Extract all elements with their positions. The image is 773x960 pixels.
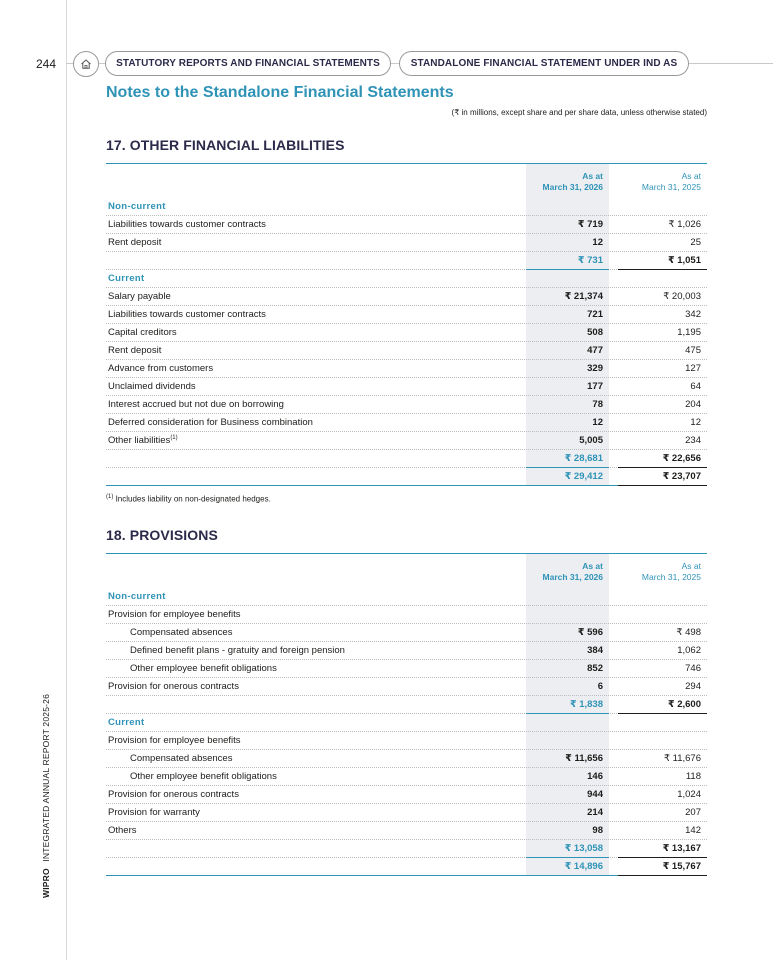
group-row [106, 588, 707, 606]
subtotal-2026: ₹ 28,681 [564, 453, 603, 464]
value-2026: 5,005 [579, 435, 603, 446]
value-2026: 508 [587, 327, 603, 338]
value-2025: 1,024 [677, 789, 701, 800]
table-row [106, 234, 707, 252]
other-financial-liabilities-table [106, 163, 707, 486]
value-2025: 475 [685, 345, 701, 356]
table-row [106, 768, 707, 786]
value-2025: 1,195 [677, 327, 701, 338]
grand-total-2025: ₹ 15,767 [662, 861, 701, 872]
value-2026: 384 [587, 645, 603, 656]
group-label: Non-current [108, 591, 166, 602]
col-b-heading-1: As at [681, 561, 701, 571]
row-label: Provision for warranty [108, 807, 200, 818]
value-2026: ₹ 11,656 [565, 753, 603, 764]
col-b-heading-2: March 31, 2025 [641, 182, 701, 192]
row-label: Other employee benefit obligations [130, 771, 277, 782]
value-2026: 214 [587, 807, 603, 818]
value-2025: ₹ 20,003 [663, 291, 701, 302]
brand-name: WIPRO [41, 868, 51, 898]
value-2025: 127 [685, 363, 701, 374]
provisions-table [106, 553, 707, 876]
group-row [106, 714, 707, 732]
subtotal-2025: ₹ 2,600 [667, 699, 701, 710]
subtotal-2025: ₹ 1,051 [667, 255, 701, 266]
group-row [106, 198, 707, 216]
value-2025: 207 [685, 807, 701, 818]
row-label: Others [108, 825, 137, 836]
table-row [106, 360, 707, 378]
table-row [106, 288, 707, 306]
value-2026: 329 [587, 363, 603, 374]
table-header [106, 164, 707, 198]
value-2025: 746 [685, 663, 701, 674]
row-label: Compensated absences [130, 627, 233, 638]
subgroup-label: Provision for employee benefits [108, 609, 241, 620]
subtotal-2026: ₹ 731 [577, 255, 603, 266]
group-label: Non-current [108, 201, 166, 212]
table-row [106, 414, 707, 432]
table-row [106, 306, 707, 324]
table-row [106, 324, 707, 342]
side-report-label [41, 694, 51, 898]
report-name: INTEGRATED ANNUAL REPORT 2025-26 [41, 693, 51, 862]
row-label: Provision for onerous contracts [108, 789, 239, 800]
row-label: Rent deposit [108, 345, 162, 356]
value-2025: 342 [685, 309, 701, 320]
grand-total-2025: ₹ 23,707 [662, 471, 701, 482]
value-2026: ₹ 719 [577, 219, 603, 230]
subtotal-row [106, 252, 707, 270]
footnote [106, 494, 271, 504]
home-icon [80, 58, 92, 70]
row-label: Interest accrued but not due on borrowing [108, 399, 284, 410]
col-a-heading-1: As at [582, 171, 603, 181]
table-row [106, 378, 707, 396]
grand-total-2026: ₹ 29,412 [564, 471, 603, 482]
table-row [106, 624, 707, 642]
table-row [106, 642, 707, 660]
breadcrumb-statutory-reports[interactable]: STATUTORY REPORTS AND FINANCIAL STATEMENTS [105, 51, 391, 76]
table-row [106, 432, 707, 450]
row-label: Advance from customers [108, 363, 214, 374]
value-2025: 12 [690, 417, 701, 428]
row-label: Other employee benefit obligations [130, 663, 277, 674]
table-row [106, 750, 707, 768]
col-b-heading-2: March 31, 2025 [641, 572, 701, 582]
subtotal-2025: ₹ 13,167 [662, 843, 701, 854]
row-label: Rent deposit [108, 237, 162, 248]
footnote-marker: (1) [170, 435, 178, 441]
row-label: Capital creditors [108, 327, 177, 338]
value-2026: 98 [592, 825, 603, 836]
group-label: Current [108, 273, 145, 284]
value-2025: 234 [685, 435, 701, 446]
value-2026: 12 [592, 417, 603, 428]
row-label: Defined benefit plans - gratuity and foreign pension [130, 645, 345, 656]
table-row [106, 396, 707, 414]
value-2025: 25 [690, 237, 701, 248]
value-2026: 944 [587, 789, 603, 800]
row-label [108, 435, 178, 446]
subgroup-row [106, 606, 707, 624]
grand-total-row [106, 468, 707, 486]
value-2026: 177 [587, 381, 603, 392]
subtotal-row [106, 696, 707, 714]
subtotal-row [106, 450, 707, 468]
table-row [106, 342, 707, 360]
group-row [106, 270, 707, 288]
value-2025: 294 [685, 681, 701, 692]
table-row [106, 660, 707, 678]
col-a-heading-2: March 31, 2026 [542, 182, 603, 192]
subtotal-2025: ₹ 22,656 [662, 453, 701, 464]
section-17-title: 17. OTHER FINANCIAL LIABILITIES [106, 137, 345, 153]
row-label: Provision for onerous contracts [108, 681, 239, 692]
subtotal-row [106, 840, 707, 858]
value-2026: 6 [597, 681, 603, 692]
value-2026: ₹ 596 [577, 627, 603, 638]
table-row [106, 216, 707, 234]
grand-total-row [106, 858, 707, 876]
value-2026: 721 [587, 309, 603, 320]
row-label: Deferred consideration for Business combination [108, 417, 313, 428]
value-2026: 477 [587, 345, 603, 356]
currency-note: (₹ in millions, except share and per share data, unless otherwise stated) [451, 108, 707, 117]
home-button[interactable] [73, 51, 99, 77]
value-2025: 1,062 [677, 645, 701, 656]
section-18-title: 18. PROVISIONS [106, 527, 218, 543]
table-row [106, 786, 707, 804]
value-2026: 12 [592, 237, 603, 248]
group-label: Current [108, 717, 145, 728]
table-row [106, 804, 707, 822]
col-b-heading-1: As at [681, 171, 701, 181]
value-2025: 204 [685, 399, 701, 410]
value-2025: 142 [685, 825, 701, 836]
subgroup-row [106, 732, 707, 750]
left-margin-rule [66, 0, 67, 960]
subgroup-label: Provision for employee benefits [108, 735, 241, 746]
row-label: Liabilities towards customer contracts [108, 309, 266, 320]
value-2026: ₹ 21,374 [564, 291, 603, 302]
col-a-heading-1: As at [582, 561, 603, 571]
value-2026: 146 [587, 771, 603, 782]
row-label: Unclaimed dividends [108, 381, 196, 392]
footnote-mark: (1) [106, 494, 114, 500]
row-label: Salary payable [108, 291, 171, 302]
value-2025: 118 [685, 771, 701, 782]
value-2025: ₹ 11,676 [663, 753, 701, 764]
col-a-heading-2: March 31, 2026 [542, 572, 603, 582]
table-header [106, 554, 707, 588]
value-2026: 852 [587, 663, 603, 674]
footnote-text: Includes liability on non-designated hedges. [115, 494, 271, 504]
value-2025: ₹ 1,026 [668, 219, 701, 230]
value-2025: ₹ 498 [676, 627, 701, 638]
row-label: Compensated absences [130, 753, 233, 764]
breadcrumb-standalone-statements[interactable]: STANDALONE FINANCIAL STATEMENT UNDER IND AS [399, 51, 689, 76]
value-2025: 64 [690, 381, 701, 392]
grand-total-2026: ₹ 14,896 [564, 861, 603, 872]
subtotal-2026: ₹ 13,058 [564, 843, 603, 854]
value-2026: 78 [592, 399, 603, 410]
page-number: 244 [36, 57, 57, 71]
table-row [106, 678, 707, 696]
page-title: Notes to the Standalone Financial Statements [106, 84, 454, 101]
row-label-text: Other liabilities [108, 435, 171, 447]
subtotal-2026: ₹ 1,838 [569, 699, 603, 710]
row-label: Liabilities towards customer contracts [108, 219, 266, 230]
table-row [106, 822, 707, 840]
